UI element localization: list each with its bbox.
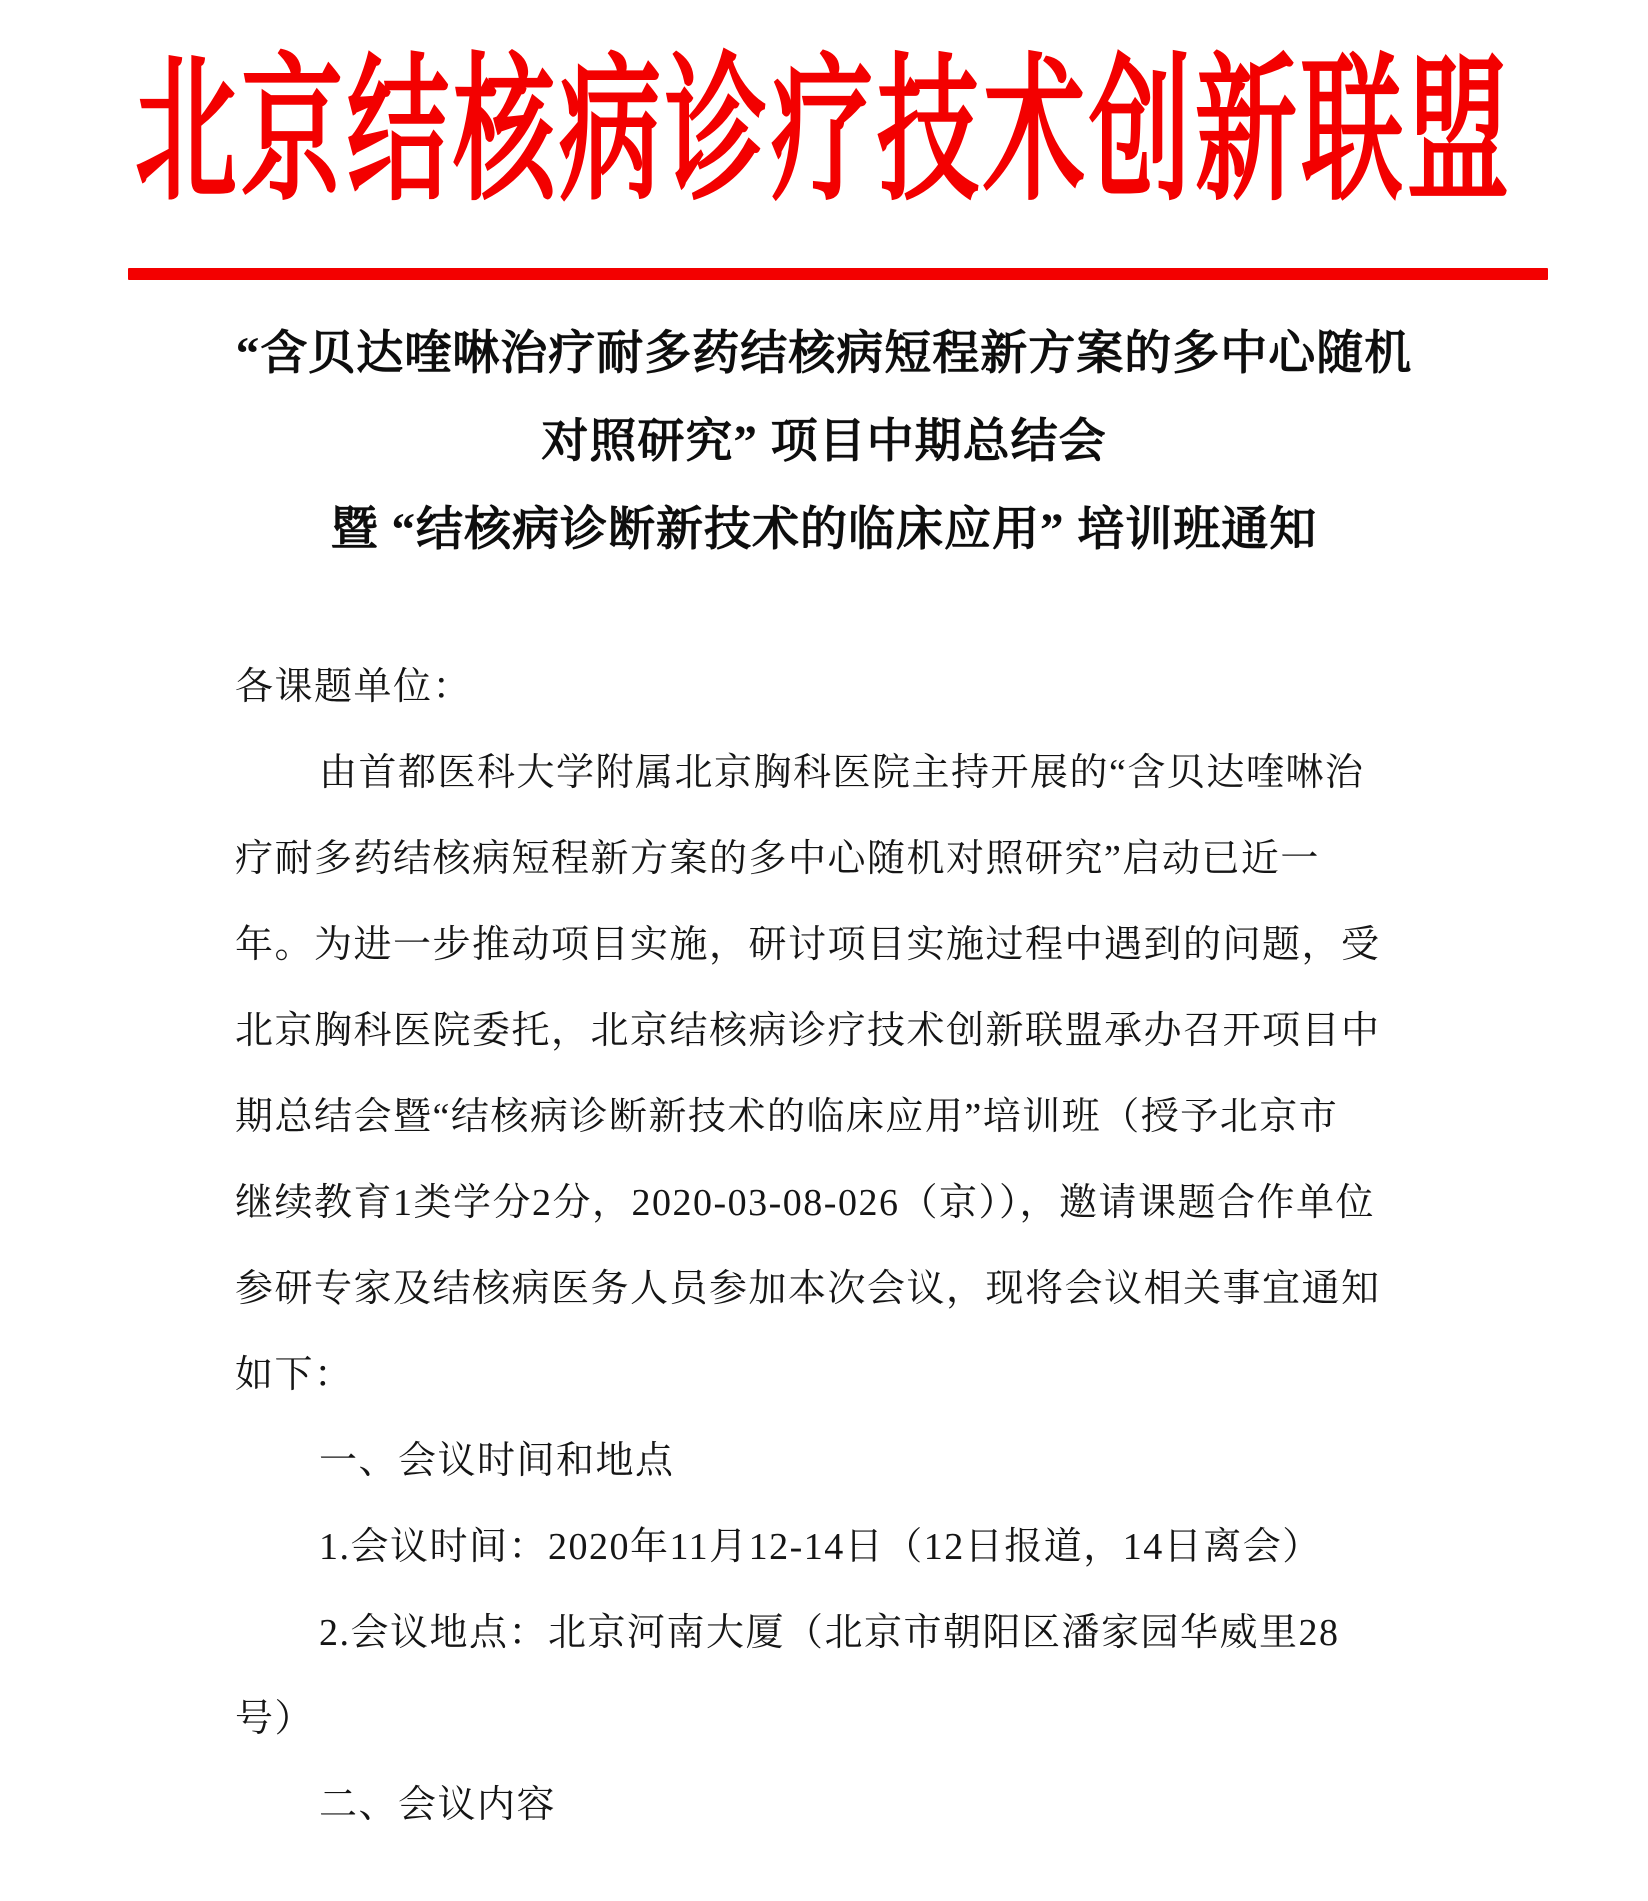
letterhead — [0, 0, 1648, 268]
letterhead-title: 北京结核病诊疗技术创新联盟 — [135, 45, 1513, 221]
body-line-2: 疗耐多药结核病短程新方案的多中心随机对照研究”启动已近一 — [235, 838, 1320, 880]
salutation: 各课题单位： — [235, 666, 473, 708]
body-line-3: 年。为进一步推动项目实施，研讨项目实施过程中遇到的问题，受 — [235, 924, 1381, 966]
section-heading-1: 一、会议时间和地点 — [319, 1440, 675, 1482]
title-line-1: “含贝达喹啉治疗耐多药结核病短程新方案的多中心随机 — [235, 328, 1413, 380]
document-title — [0, 310, 1648, 574]
body-line-6: 继续教育1类学分2分，2020-03-08-026（京）），邀请课题合作单位 — [235, 1182, 1375, 1224]
section-heading-2: 二、会议内容 — [319, 1784, 557, 1826]
meeting-place-line-cont: 号） — [235, 1698, 315, 1740]
title-line-2: 对照研究” 项目中期总结会 — [541, 416, 1107, 468]
body-line-5: 期总结会暨“结核病诊断新技术的临床应用”培训班（授予北京市 — [235, 1096, 1339, 1138]
body-line-8: 如下： — [235, 1354, 354, 1396]
body-line-1: 由首都医科大学附属北京胸科医院主持开展的“含贝达喹啉治 — [319, 752, 1365, 794]
body-line-4: 北京胸科医院委托，北京结核病诊疗技术创新联盟承办召开项目中 — [235, 1010, 1381, 1052]
title-line-3: 暨 “结核病诊断新技术的临床应用” 培训班通知 — [330, 504, 1318, 556]
body-line-7: 参研专家及结核病医务人员参加本次会议，现将会议相关事宜通知 — [235, 1268, 1381, 1310]
meeting-time-line: 1.会议时间：2020年11月12-14日（12日报道，14日离会） — [319, 1526, 1322, 1568]
letterhead-divider — [128, 268, 1548, 280]
meeting-place-line: 2.会议地点：北京河南大厦（北京市朝阳区潘家园华威里28 — [319, 1612, 1340, 1654]
document-body — [0, 644, 1648, 1848]
